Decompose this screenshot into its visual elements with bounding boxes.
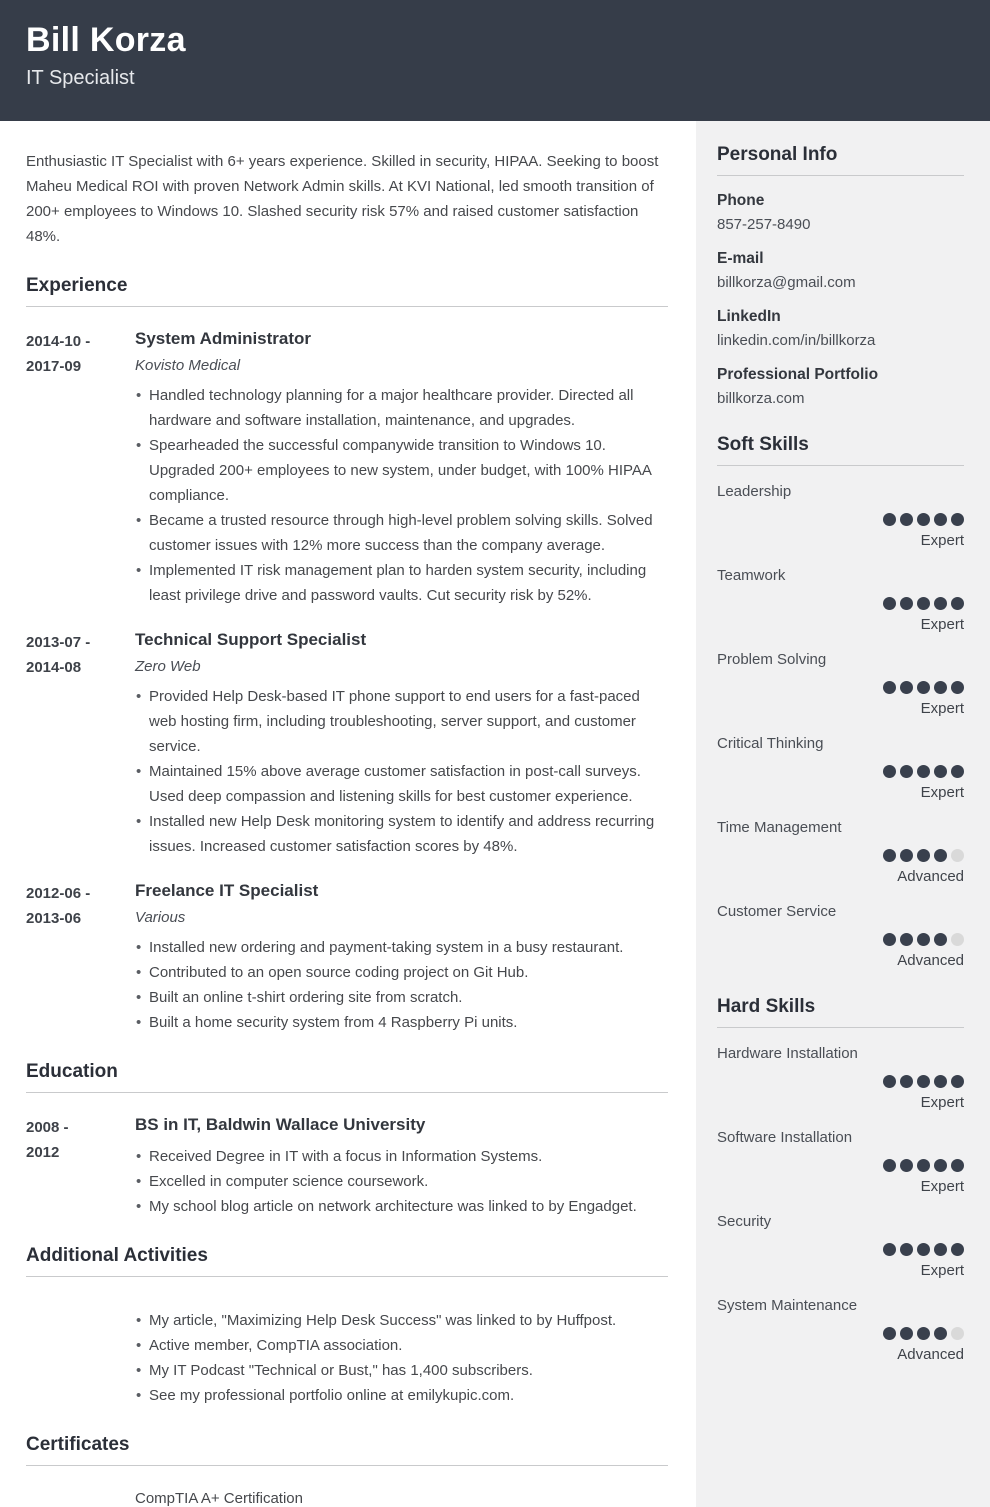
contact-item xyxy=(717,249,964,292)
section-entries xyxy=(26,1115,668,1219)
summary-text: Enthusiastic IT Specialist with 6+ years experience. Skilled in security, HIPAA. Seeking to boost Maheu Medical ROI with proven Network Admin skills. At KVI National, led smooth transition of 200+ employees to Windows 10. Slashed security risk 57% and raised customer satisfaction 48%. xyxy=(26,153,659,245)
entry-bullet-list xyxy=(135,935,668,1035)
main-section xyxy=(26,1061,668,1219)
rating-dot-filled xyxy=(917,765,930,778)
entry-company: Kovisto Medical xyxy=(135,357,241,374)
entry-dates xyxy=(26,1299,135,1408)
skill-level-label: Advanced xyxy=(897,952,964,969)
rating-dot-filled xyxy=(934,1243,947,1256)
bullet-item: • My article, "Maximizing Help Desk Success" was linked to by Huffpost. xyxy=(135,1308,668,1333)
bullet-item: • Became a trusted resource through high-level problem solving skills. Solved customer issues with 12% more success than the company average. xyxy=(135,508,668,558)
entry-dates xyxy=(26,329,135,608)
skill-rating-dots xyxy=(717,849,964,862)
entry-bullet-list xyxy=(135,684,668,859)
rating-dot-filled xyxy=(951,1075,964,1088)
skill-item xyxy=(717,1213,964,1280)
rating-dot-filled xyxy=(883,765,896,778)
entry-body xyxy=(135,1299,668,1408)
bullet-item: • Spearheaded the successful companywide transition to Windows 10. Upgraded 200+ employees to new system, under budget, with 100% HIPAA compliance. xyxy=(135,433,668,508)
rating-dot-filled xyxy=(883,513,896,526)
rating-dot-filled xyxy=(934,1327,947,1340)
entry-date-end: 2012 xyxy=(26,1144,60,1161)
rating-dot-filled xyxy=(951,597,964,610)
entry-bullet-list xyxy=(135,383,668,608)
entry-dates xyxy=(26,1488,135,1507)
rating-dot-filled xyxy=(900,1159,913,1172)
rating-dot-filled xyxy=(917,1159,930,1172)
rating-dot-filled xyxy=(900,513,913,526)
rating-dot-filled xyxy=(934,513,947,526)
rating-dot-filled xyxy=(934,681,947,694)
skill-name: Leadership xyxy=(717,483,792,500)
skill-item xyxy=(717,567,964,634)
skill-name: Software Installation xyxy=(717,1129,853,1146)
skill-item xyxy=(717,735,964,802)
skill-rating-dots xyxy=(717,933,964,946)
rating-dot-filled xyxy=(917,1243,930,1256)
skill-list xyxy=(717,483,964,970)
bullet-item: • See my professional portfolio online at emilykupic.com. xyxy=(135,1383,668,1408)
resume-entry xyxy=(26,881,668,1035)
section-entries xyxy=(26,329,668,1035)
bullet-item: • Installed new ordering and payment-taking system in a busy restaurant. xyxy=(135,935,668,960)
entry-body xyxy=(135,881,668,1035)
rating-dot-filled xyxy=(900,1243,913,1256)
person-name: Bill Korza xyxy=(26,21,186,59)
skill-name: Security xyxy=(717,1213,772,1230)
rating-dot-filled xyxy=(883,1327,896,1340)
rating-dot-filled xyxy=(934,849,947,862)
entry-dates xyxy=(26,881,135,1035)
main-sections-container xyxy=(26,275,668,1507)
entry-company: Zero Web xyxy=(135,658,201,675)
section-heading: Additional Activities xyxy=(26,1245,668,1277)
contact-value: linkedin.com/in/billkorza xyxy=(717,332,876,349)
personal-info-heading: Personal Info xyxy=(717,144,964,176)
rating-dot-filled xyxy=(951,765,964,778)
main-section xyxy=(26,1434,668,1507)
entry-date-start: 2013-07 - xyxy=(26,634,91,651)
skill-rating-dots xyxy=(717,1075,964,1088)
main-section xyxy=(26,275,668,1035)
bullet-item: • Provided Help Desk-based IT phone support to end users for a fast-paced web hosting firm, including troubleshooting, server support, and customer service. xyxy=(135,684,668,759)
entry-date-end: 2014-08 xyxy=(26,659,82,676)
entry-dates xyxy=(26,630,135,859)
section-heading: Education xyxy=(26,1061,668,1093)
rating-dot-filled xyxy=(917,1075,930,1088)
skill-level-label: Expert xyxy=(920,784,964,801)
bullet-item: • Maintained 15% above average customer satisfaction in post-call surveys. Used deep compassion and listening skills for best customer experience. xyxy=(135,759,668,809)
rating-dot-filled xyxy=(917,849,930,862)
contact-item xyxy=(717,307,964,350)
entry-body xyxy=(135,329,668,608)
rating-dot-filled xyxy=(883,597,896,610)
skill-level-label: Advanced xyxy=(897,1346,964,1363)
resume-entry xyxy=(26,1115,668,1219)
skill-name: Time Management xyxy=(717,819,842,836)
skill-item xyxy=(717,1045,964,1112)
bullet-item: • Contributed to an open source coding project on Git Hub. xyxy=(135,960,668,985)
rating-dot-filled xyxy=(900,933,913,946)
rating-dot-filled xyxy=(883,933,896,946)
section-entries xyxy=(26,1488,668,1507)
skill-rating-dots xyxy=(717,1243,964,1256)
entry-title: BS in IT, Baldwin Wallace University xyxy=(135,1115,426,1134)
skill-name: System Maintenance xyxy=(717,1297,858,1314)
rating-dot-filled xyxy=(951,513,964,526)
resume-entry xyxy=(26,1299,668,1408)
bullet-item: • Received Degree in IT with a focus in Information Systems. xyxy=(135,1144,668,1169)
entry-date-start: 2014-10 - xyxy=(26,333,91,350)
section-heading: Experience xyxy=(26,275,668,307)
contact-label: E-mail xyxy=(717,250,764,267)
rating-dot-empty xyxy=(951,933,964,946)
skill-rating-dots xyxy=(717,1327,964,1340)
rating-dot-filled xyxy=(934,1075,947,1088)
bullet-item: • Handled technology planning for a major healthcare provider. Directed all hardware and software installation, maintenance, and upgrades. xyxy=(135,383,668,433)
contact-item xyxy=(717,191,964,234)
contact-label: Professional Portfolio xyxy=(717,366,879,383)
contact-list xyxy=(717,191,964,408)
contact-label: LinkedIn xyxy=(717,308,781,325)
main-section xyxy=(26,1245,668,1408)
skill-groups-container xyxy=(717,434,964,1364)
rating-dot-filled xyxy=(900,681,913,694)
bullet-item: • My IT Podcast "Technical or Bust," has 1,400 subscribers. xyxy=(135,1358,668,1383)
resume-body xyxy=(0,121,990,1507)
entry-body xyxy=(135,1115,668,1219)
rating-dot-filled xyxy=(900,597,913,610)
entry-date-start: 2008 - xyxy=(26,1119,69,1136)
skill-rating-dots xyxy=(717,597,964,610)
bullet-item: • Implemented IT risk management plan to harden system security, including least privilege drive and password vaults. Cut security risk by 52%. xyxy=(135,558,668,608)
skill-item xyxy=(717,1129,964,1196)
personal-info-section xyxy=(717,144,964,408)
bullet-item: • Excelled in computer science coursework. xyxy=(135,1169,668,1194)
contact-value: billkorza@gmail.com xyxy=(717,274,856,291)
rating-dot-filled xyxy=(934,597,947,610)
skill-rating-dots xyxy=(717,1159,964,1172)
skill-item xyxy=(717,819,964,886)
skill-group xyxy=(717,434,964,970)
rating-dot-filled xyxy=(900,849,913,862)
main-column xyxy=(0,121,696,1507)
contact-value: 857-257-8490 xyxy=(717,216,811,233)
rating-dot-filled xyxy=(917,933,930,946)
entry-title: Freelance IT Specialist xyxy=(135,881,319,900)
rating-dot-filled xyxy=(934,933,947,946)
contact-item xyxy=(717,365,964,408)
entry-date-start: 2012-06 - xyxy=(26,885,91,902)
rating-dot-filled xyxy=(883,681,896,694)
rating-dot-filled xyxy=(951,1243,964,1256)
entry-plain-text: CompTIA A+ Certification xyxy=(135,1490,303,1507)
contact-label: Phone xyxy=(717,192,765,209)
rating-dot-filled xyxy=(883,849,896,862)
rating-dot-empty xyxy=(951,849,964,862)
rating-dot-filled xyxy=(883,1243,896,1256)
skill-level-label: Expert xyxy=(920,1094,964,1111)
skill-group-heading: Soft Skills xyxy=(717,434,964,466)
entry-body xyxy=(135,630,668,859)
resume-entry xyxy=(26,1488,668,1507)
section-heading: Certificates xyxy=(26,1434,668,1466)
rating-dot-filled xyxy=(934,765,947,778)
rating-dot-filled xyxy=(900,1327,913,1340)
resume-entry xyxy=(26,630,668,859)
skill-level-label: Advanced xyxy=(897,868,964,885)
skill-rating-dots xyxy=(717,765,964,778)
skill-level-label: Expert xyxy=(920,532,964,549)
skill-level-label: Expert xyxy=(920,1178,964,1195)
entry-date-end: 2013-06 xyxy=(26,910,82,927)
entry-company: Various xyxy=(135,909,186,926)
entry-title: Technical Support Specialist xyxy=(135,630,367,649)
bullet-item: • Installed new Help Desk monitoring system to identify and address recurring issues. Increased customer satisfaction scores by 48%. xyxy=(135,809,668,859)
entry-dates xyxy=(26,1115,135,1219)
skill-group-heading: Hard Skills xyxy=(717,996,964,1028)
skill-level-label: Expert xyxy=(920,616,964,633)
skill-item xyxy=(717,651,964,718)
entry-bullet-list xyxy=(135,1308,668,1408)
rating-dot-filled xyxy=(951,1159,964,1172)
rating-dot-empty xyxy=(951,1327,964,1340)
rating-dot-filled xyxy=(900,1075,913,1088)
resume-entry xyxy=(26,329,668,608)
entry-body xyxy=(135,1488,668,1507)
skill-level-label: Expert xyxy=(920,700,964,717)
skill-list xyxy=(717,1045,964,1364)
skill-rating-dots xyxy=(717,681,964,694)
skill-group xyxy=(717,996,964,1364)
rating-dot-filled xyxy=(917,681,930,694)
rating-dot-filled xyxy=(917,1327,930,1340)
rating-dot-filled xyxy=(883,1159,896,1172)
bullet-item: • My school blog article on network architecture was linked to by Engadget. xyxy=(135,1194,668,1219)
entry-date-end: 2017-09 xyxy=(26,358,82,375)
rating-dot-filled xyxy=(951,681,964,694)
bullet-item: • Active member, CompTIA association. xyxy=(135,1333,668,1358)
rating-dot-filled xyxy=(917,513,930,526)
skill-level-label: Expert xyxy=(920,1262,964,1279)
bullet-item: • Built an online t-shirt ordering site from scratch. xyxy=(135,985,668,1010)
rating-dot-filled xyxy=(917,597,930,610)
skill-name: Customer Service xyxy=(717,903,837,920)
sidebar-column xyxy=(696,121,990,1507)
skill-name: Problem Solving xyxy=(717,651,827,668)
entry-bullet-list xyxy=(135,1144,668,1219)
skill-item xyxy=(717,903,964,970)
person-job-title: IT Specialist xyxy=(26,67,135,89)
skill-name: Critical Thinking xyxy=(717,735,824,752)
skill-name: Teamwork xyxy=(717,567,786,584)
resume-header xyxy=(0,0,990,121)
rating-dot-filled xyxy=(900,765,913,778)
entry-title: System Administrator xyxy=(135,329,312,348)
skill-item xyxy=(717,483,964,550)
rating-dot-filled xyxy=(934,1159,947,1172)
bullet-item: • Built a home security system from 4 Raspberry Pi units. xyxy=(135,1010,668,1035)
skill-name: Hardware Installation xyxy=(717,1045,858,1062)
section-entries xyxy=(26,1299,668,1408)
contact-value: billkorza.com xyxy=(717,390,805,407)
skill-item xyxy=(717,1297,964,1364)
rating-dot-filled xyxy=(883,1075,896,1088)
skill-rating-dots xyxy=(717,513,964,526)
